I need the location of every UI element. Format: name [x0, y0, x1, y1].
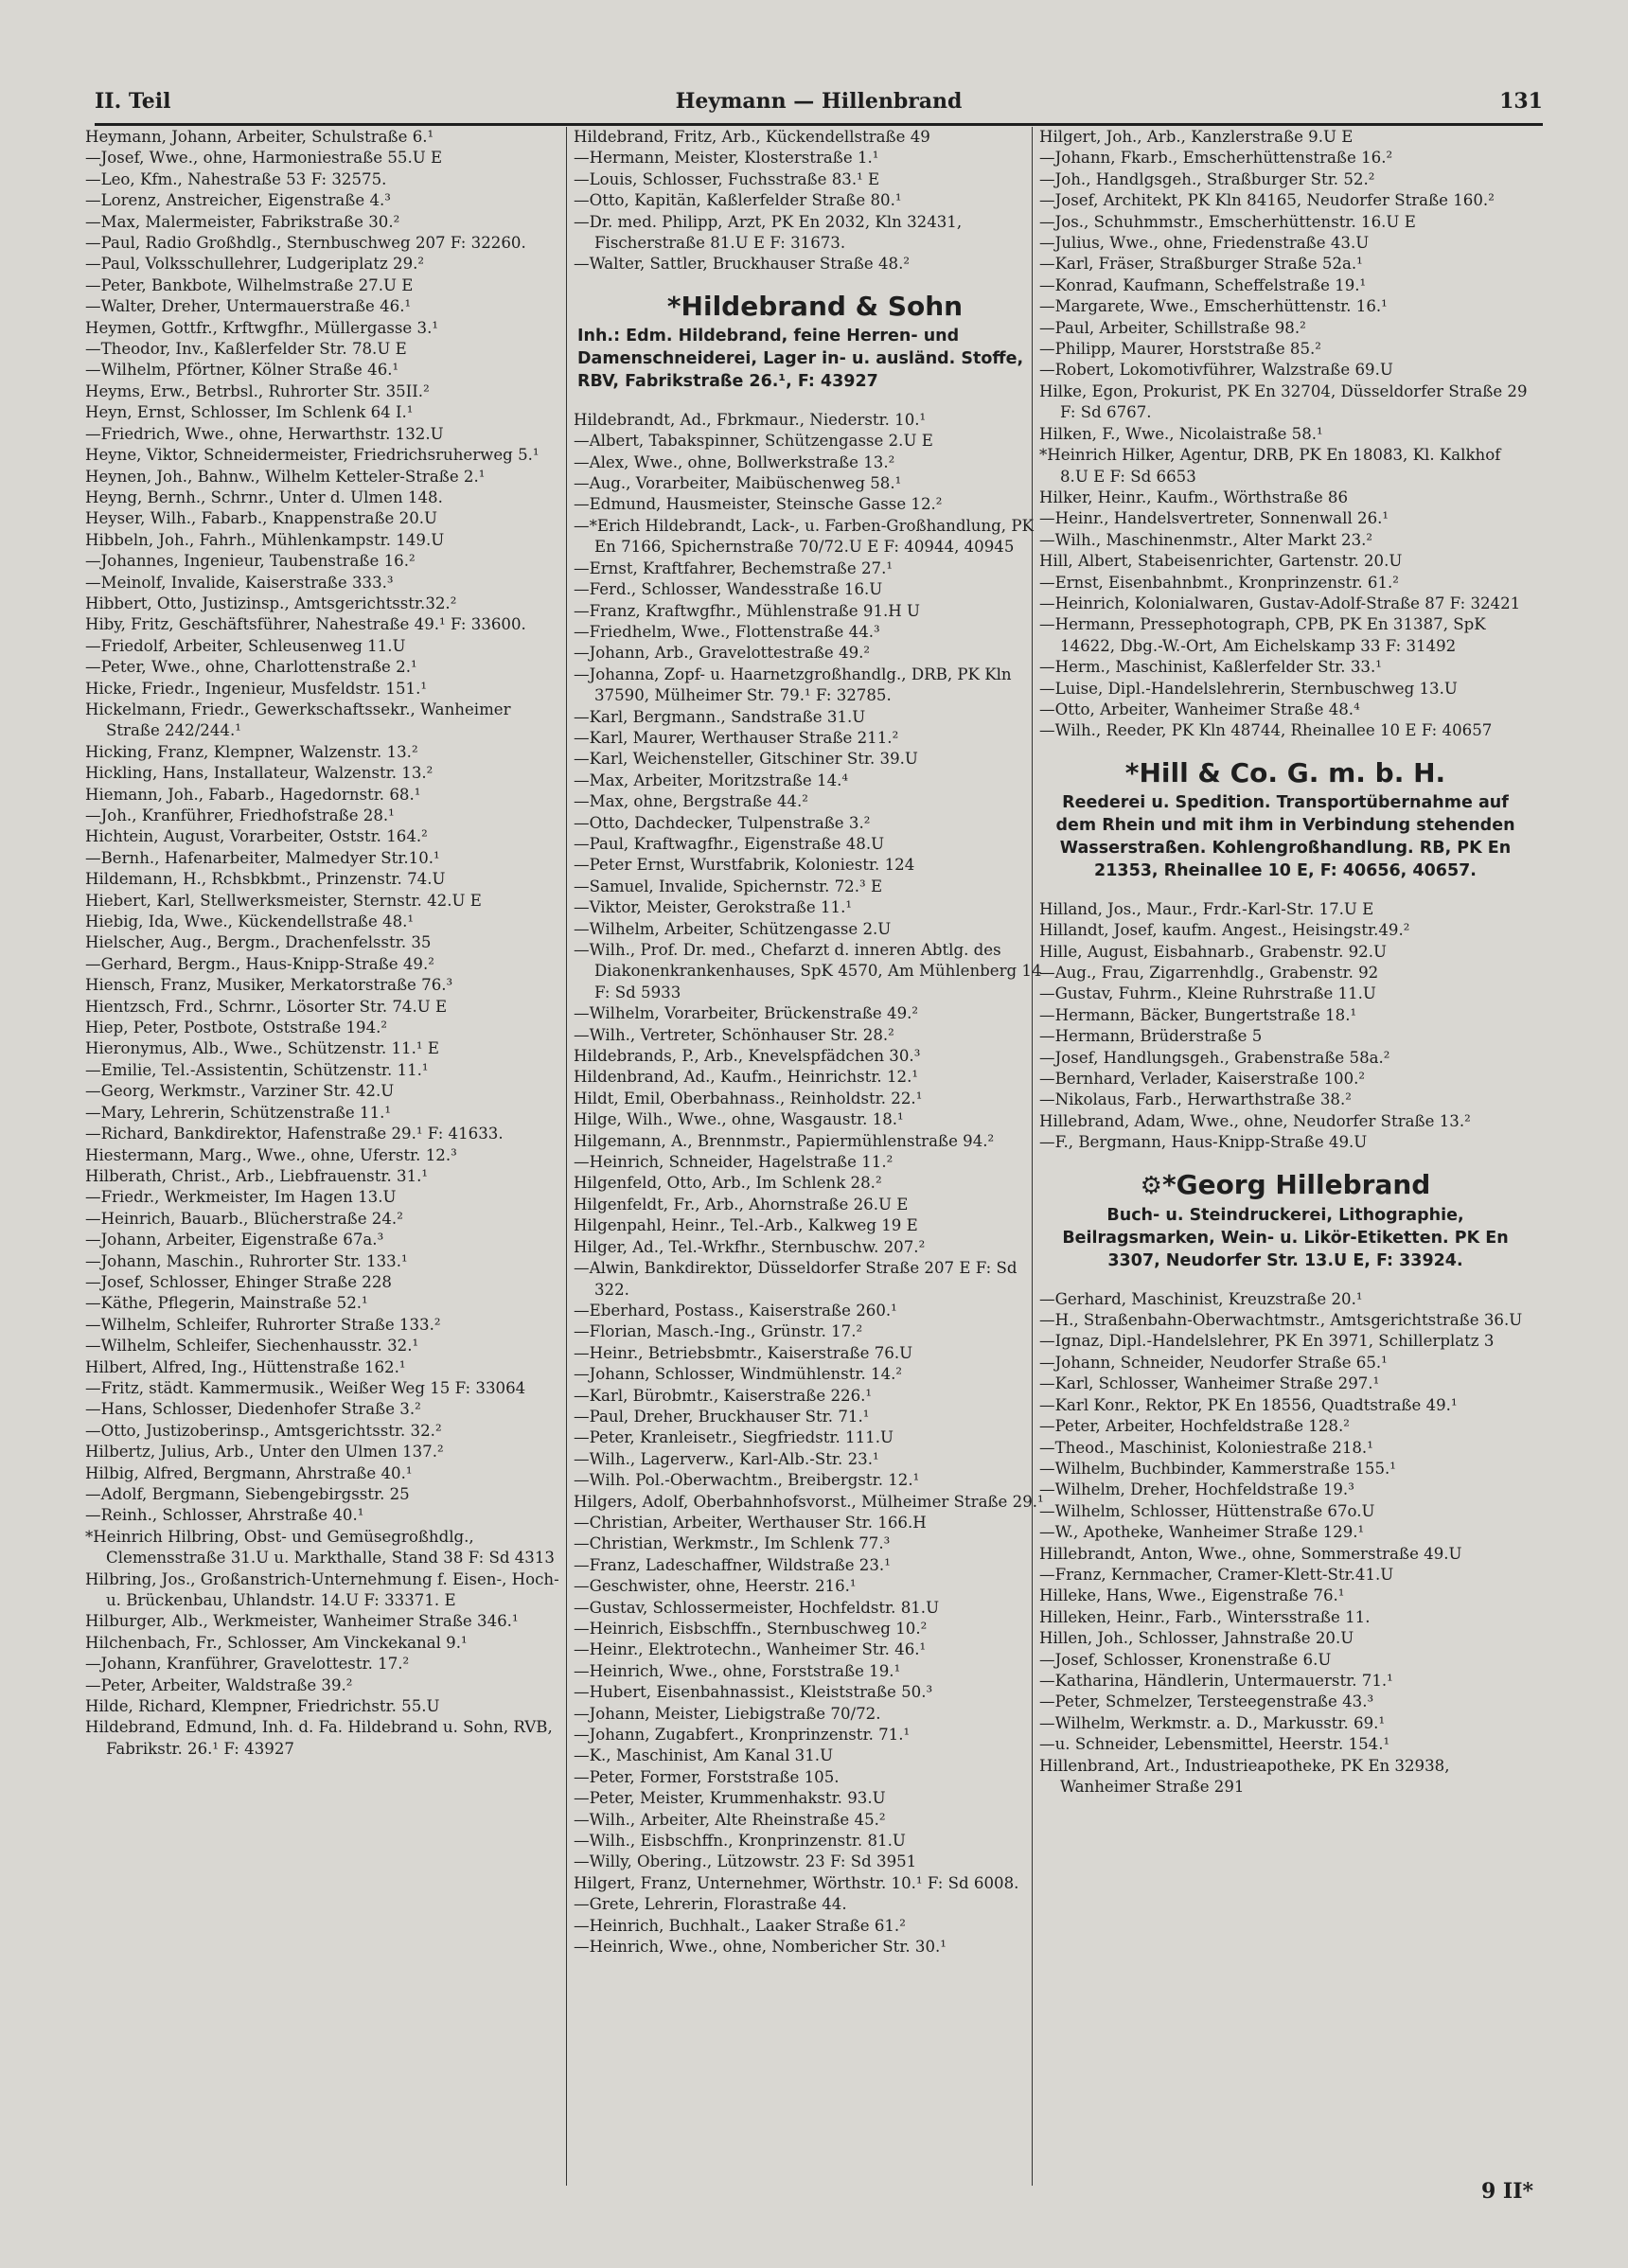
directory-entry: Hibbert, Otto, Justizinsp., Amtsgerichtsstr.32.² [85, 594, 457, 612]
directory-entry: —Otto, Arbeiter, Wanheimer Straße 48.⁴ [1039, 700, 1360, 718]
directory-entry: —Aug., Vorarbeiter, Maibüschenweg 58.¹ [574, 474, 902, 493]
directory-entry: —Wilhelm, Werkmstr. a. D., Markusstr. 69.¹ [1039, 1713, 1386, 1732]
directory-entry: —Johann, Zugabfert., Kronprinzenstr. 71.¹ [574, 1726, 911, 1745]
directory-entry: —Heinrich, Buchhalt., Laaker Straße 61.² [574, 1916, 906, 1935]
directory-entry: Hilbert, Alfred, Ing., Hüttenstraße 162.¹ [85, 1357, 406, 1376]
gear-icon: ⚙ [1140, 1171, 1162, 1200]
directory-entry: —Friedrich, Wwe., ohne, Herwarthstr. 132.U [85, 424, 444, 443]
directory-entry: —K., Maschinist, Am Kanal 31.U [574, 1746, 834, 1765]
directory-entry: —Josef, Architekt, PK Kln 84165, Neudorfer Straße 160.² [1039, 191, 1495, 210]
directory-entry: —Wilhelm, Dreher, Hochfeldstraße 19.³ [1039, 1480, 1354, 1499]
directory-entry: *Heinrich Hilbring, Obst- und Gemüsegroßhdlg., Clemensstraße 31.U u. Markthalle, Stand 38 F: Sd 4313 [85, 1527, 555, 1568]
directory-entry: —Johann, Schlosser, Windmühlenstr. 14.² [574, 1365, 903, 1384]
directory-entry: —Johanna, Zopf- u. Haarnetzgroßhandlg., DRB, PK Kln 37590, Mülheimer Str. 79.¹ F: 32785. [574, 664, 1012, 705]
directory-entry: —Leo, Kfm., Nahestraße 53 F: 32575. [85, 169, 387, 188]
directory-entry: —Karl Konr., Rektor, PK En 18556, Quadtstraße 49.¹ [1039, 1395, 1458, 1414]
directory-entry: —Konrad, Kaufmann, Scheffelstraße 19.¹ [1039, 275, 1367, 294]
directory-entry: Hildebrandt, Ad., Fbrkmaur., Niederstr. 10.¹ [574, 410, 927, 429]
directory-entry: Hilleke, Hans, Wwe., Eigenstraße 76.¹ [1039, 1586, 1345, 1605]
ad-title [1043, 1167, 1528, 1204]
directory-entry: Hilchenbach, Fr., Schlosser, Am Vinckekanal 9.¹ [85, 1633, 468, 1652]
directory-entry: —Fritz, städt. Kammermusik., Weißer Weg 15 F: 33064 [85, 1378, 526, 1397]
directory-entry: —Hubert, Eisenbahnassist., Kleiststraße 50.³ [574, 1683, 933, 1702]
directory-entry: —Peter, Bankbote, Wilhelmstraße 27.U E [85, 275, 414, 294]
directory-entry: —Max, Arbeiter, Moritzstraße 14.⁴ [574, 771, 849, 789]
directory-entry: —Julius, Wwe., ohne, Friedenstraße 43.U [1039, 234, 1370, 253]
directory-entry: —Paul, Radio Großhdlg., Sternbuschweg 207 F: 32260. [85, 234, 526, 253]
directory-entry: —Wilhelm, Schleifer, Siechenhausstr. 32.¹ [85, 1337, 419, 1355]
directory-entry: Hill, Albert, Stabeisenrichter, Gartenstr. 20.U [1039, 552, 1403, 571]
entries-col3-c [1039, 1289, 1531, 1798]
directory-entry: Heymann, Johann, Arbeiter, Schulstraße 6.¹ [85, 128, 434, 146]
directory-entry: —Johann, Fkarb., Emscherhüttenstraße 16.² [1039, 149, 1393, 168]
directory-entry: —Paul, Arbeiter, Schillstraße 98.² [1039, 318, 1306, 337]
directory-entry: —Peter, Schmelzer, Tersteegenstraße 43.³ [1039, 1692, 1374, 1711]
directory-entry: —Herm., Maschinist, Kaßlerfelder Str. 33.¹ [1039, 658, 1382, 677]
directory-entry: Hilgenpahl, Heinr., Tel.-Arb., Kalkweg 19 E [574, 1216, 918, 1235]
directory-entry: Heyn, Ernst, Schlosser, Im Schlenk 64 I.¹ [85, 403, 414, 422]
directory-entry: Hickling, Hans, Installateur, Walzenstr. 13.² [85, 764, 434, 783]
directory-entry: —Luise, Dipl.-Handelslehrerin, Sternbuschweg 13.U [1039, 679, 1458, 698]
directory-entry: —Ignaz, Dipl.-Handelslehrer, PK En 3971, Schillerplatz 3 [1039, 1332, 1495, 1351]
directory-entry: —Florian, Masch.-Ing., Grünstr. 17.² [574, 1322, 863, 1341]
directory-entry: Hillebrand, Adam, Wwe., ohne, Neudorfer Straße 13.² [1039, 1111, 1471, 1130]
directory-entry: —Paul, Kraftwagfhr., Eigenstraße 48.U [574, 834, 885, 853]
directory-entry: —Johann, Meister, Liebigstraße 70/72. [574, 1704, 881, 1723]
directory-entry: —Robert, Lokomotivführer, Walzstraße 69.U [1039, 361, 1393, 380]
directory-entry: —Gerhard, Bergm., Haus-Knipp-Straße 49.² [85, 954, 434, 973]
directory-entry: —Karl, Bürobmtr., Kaiserstraße 226.¹ [574, 1386, 873, 1405]
directory-entry: —Peter, Kranleisetr., Siegfriedstr. 111.U [574, 1428, 894, 1447]
directory-entry: —Peter, Arbeiter, Hochfeldstraße 128.² [1039, 1417, 1350, 1436]
directory-entry: —Wilh., Eisbschffn., Kronprinzenstr. 81.U [574, 1832, 906, 1851]
directory-entry: —Grete, Lehrerin, Florastraße 44. [574, 1895, 847, 1914]
directory-entry: —Christian, Arbeiter, Werthauser Str. 166.H [574, 1513, 927, 1532]
directory-entry: —Wilh. Pol.-Oberwachtm., Breibergstr. 12.¹ [574, 1471, 920, 1490]
entries-col1-a [85, 127, 568, 1760]
directory-entry: Hieronymus, Alb., Wwe., Schützenstr. 11.¹ E [85, 1039, 439, 1058]
directory-entry: —Wilh., Prof. Dr. med., Chefarzt d. inneren Abtlg. des Diakonenkrankenhauses, SpK 4570, Am Mühlenberg 14 F: Sd 5933 [574, 941, 1042, 1001]
directory-entry: —Karl, Schlosser, Wanheimer Straße 297.¹ [1039, 1374, 1380, 1393]
directory-entry: Hillenbrand, Art., Industrieapotheke, PK En 32938, Wanheimer Straße 291 [1039, 1756, 1450, 1796]
directory-entry: —Heinrich, Eisbschffn., Sternbuschweg 10.² [574, 1620, 928, 1638]
directory-entry: —Albert, Tabakspinner, Schützengasse 2.U E [574, 432, 933, 451]
directory-entry: —Heinr., Elektrotechn., Wanheimer Str. 46.¹ [574, 1640, 927, 1659]
directory-entry: —Heinr., Handelsvertreter, Sonnenwall 26.¹ [1039, 509, 1389, 528]
directory-entry: —Adolf, Bergmann, Siebengebirgsstr. 25 [85, 1485, 410, 1503]
section-label: II. Teil [95, 89, 171, 114]
directory-entry: —Wilh., Maschinenmstr., Alter Markt 23.² [1039, 530, 1373, 549]
directory-entry: —Karl, Bergmann., Sandstraße 31.U [574, 707, 866, 726]
directory-entry: Hientzsch, Frd., Schrnr., Lösorter Str. 74.U E [85, 997, 448, 1016]
directory-entry: —Alex, Wwe., ohne, Bollwerkstraße 13.² [574, 452, 895, 471]
directory-entry: —Heinrich, Schneider, Hagelstraße 11.² [574, 1153, 894, 1172]
directory-entry: Hilke, Egon, Prokurist, PK En 32704, Düsseldorfer Straße 29 F: Sd 6767. [1039, 381, 1528, 422]
directory-entry: —Franz, Kernmacher, Cramer-Klett-Str.41.U [1039, 1565, 1394, 1584]
directory-entry: —Mary, Lehrerin, Schützenstraße 11.¹ [85, 1103, 392, 1122]
directory-entry: —Josef, Wwe., ohne, Harmoniestraße 55.U E [85, 149, 443, 168]
directory-entry: —Theodor, Inv., Kaßlerfelder Str. 78.U E [85, 340, 407, 359]
directory-entry: —Heinrich, Bauarb., Blücherstraße 24.² [85, 1209, 403, 1228]
directory-entry: —Johann, Arb., Gravelottestraße 49.² [574, 644, 871, 663]
column-3 [1039, 127, 1531, 1798]
directory-entry: Hille, August, Eisbahnarb., Grabenstr. 92.U [1039, 942, 1387, 961]
directory-entry: —Aug., Frau, Zigarrenhdlg., Grabenstr. 92 [1039, 964, 1379, 982]
directory-entry: Hilleken, Heinr., Farb., Wintersstraße 11. [1039, 1607, 1371, 1626]
directory-entry: —Wilhelm, Arbeiter, Schützengasse 2.U [574, 919, 892, 938]
running-header [95, 81, 1543, 126]
directory-entry: —Geschwister, ohne, Heerstr. 216.¹ [574, 1577, 857, 1596]
directory-entry: Hibbeln, Joh., Fahrh., Mühlenkampstr. 149.U [85, 530, 445, 549]
directory-entry: —Max, Malermeister, Fabrikstraße 30.² [85, 212, 400, 231]
directory-entry: —W., Apotheke, Wanheimer Straße 129.¹ [1039, 1523, 1365, 1542]
directory-entry: —Walter, Dreher, Untermauerstraße 46.¹ [85, 297, 412, 316]
directory-entry: —Ernst, Eisenbahnbmt., Kronprinzenstr. 61.² [1039, 573, 1399, 592]
directory-entry: —Wilhelm, Buchbinder, Kammerstraße 155.¹ [1039, 1459, 1396, 1478]
directory-entry: —u. Schneider, Lebensmittel, Heerstr. 154.¹ [1039, 1735, 1390, 1754]
directory-entry: —H., Straßenbahn-Oberwachtmstr., Amtsgerichtstraße 36.U [1039, 1311, 1523, 1330]
ad-hill-co [1043, 755, 1528, 882]
directory-entry: —Ernst, Kraftfahrer, Bechemstraße 27.¹ [574, 558, 894, 577]
directory-entry: —Samuel, Invalide, Spichernstr. 72.³ E [574, 877, 883, 895]
directory-entry: —Wilhelm, Vorarbeiter, Brückenstraße 49.² [574, 1004, 919, 1023]
directory-entry: —Georg, Werkmstr., Varziner Str. 42.U [85, 1082, 395, 1101]
ad-text: Inh.: Edm. Hildebrand, feine Herren- und Damenschneiderei, Lager in- u. ausländ. Stoffe, RBV, Fabrikstraße 26.¹, F: 43927 [577, 326, 1024, 391]
directory-entry: Hildt, Emil, Oberbahnass., Reinholdstr. 22.¹ [574, 1089, 923, 1107]
directory-entry: —*Erich Hildebrandt, Lack-, u. Farben-Großhandlung, PK En 7166, Spichernstraße 70/72.U E F: 40944, 40945 [574, 516, 1034, 557]
directory-entry: —Lorenz, Anstreicher, Eigenstraße 4.³ [85, 191, 391, 210]
directory-entry: —Johann, Kranführer, Gravelottestr. 17.² [85, 1655, 410, 1674]
directory-entry: —Eberhard, Postass., Kaiserstraße 260.¹ [574, 1301, 897, 1320]
directory-entry: Hickelmann, Friedr., Gewerkschaftssekr., Wanheimer Straße 242/244.¹ [85, 700, 511, 740]
directory-entry: —Richard, Bankdirektor, Hafenstraße 29.¹ F: 41633. [85, 1125, 504, 1143]
directory-entry: —Bernh., Hafenarbeiter, Malmedyer Str.10.¹ [85, 848, 440, 867]
directory-entry: —Margarete, Wwe., Emscherhüttenstr. 16.¹ [1039, 297, 1388, 316]
directory-entry: —Wilh., Lagerverw., Karl-Alb.-Str. 23.¹ [574, 1449, 879, 1468]
directory-entry: —Johann, Maschin., Ruhrorter Str. 133.¹ [85, 1251, 408, 1270]
ad-title-text: *Georg Hillebrand [1161, 1168, 1431, 1200]
directory-entry: Hicke, Friedr., Ingenieur, Musfeldstr. 151.¹ [85, 679, 427, 698]
signature-mark: 9 II* [1480, 2179, 1533, 2204]
directory-entry: —Heinrich, Kolonialwaren, Gustav-Adolf-Straße 87 F: 32421 [1039, 594, 1521, 612]
directory-entry: —Viktor, Meister, Gerokstraße 11.¹ [574, 898, 853, 917]
directory-entry: —Heinr., Betriebsbmtr., Kaiserstraße 76.U [574, 1343, 913, 1362]
directory-entry: —Ferd., Schlosser, Wandesstraße 16.U [574, 580, 883, 599]
directory-entry: Hildebrands, P., Arb., Knevelspfädchen 30.³ [574, 1047, 921, 1066]
directory-entry: —Johannes, Ingenieur, Taubenstraße 16.² [85, 552, 416, 571]
directory-entry: —Philipp, Maurer, Horststraße 85.² [1039, 340, 1321, 359]
directory-entry: —Käthe, Pflegerin, Mainstraße 52.¹ [85, 1294, 368, 1313]
directory-entry: —Josef, Handlungsgeh., Grabenstraße 58a.² [1039, 1048, 1390, 1067]
directory-entry: Heyng, Bernh., Schrnr., Unter d. Ulmen 148. [85, 487, 443, 506]
directory-entry: —Gustav, Schlossermeister, Hochfeldstr. 81.U [574, 1598, 940, 1617]
directory-entry: —Alwin, Bankdirektor, Düsseldorfer Straße 207 E F: Sd 322. [574, 1259, 1018, 1299]
directory-entry: Hildenbrand, Ad., Kaufm., Heinrichstr. 12.¹ [574, 1068, 919, 1087]
directory-entry: —Bernhard, Verlader, Kaiserstraße 100.² [1039, 1070, 1366, 1089]
directory-entry: —Walter, Sattler, Bruckhauser Straße 48.² [574, 255, 910, 274]
directory-entry: *Heinrich Hilker, Agentur, DRB, PK En 18083, Kl. Kalkhof 8.U E F: Sd 6653 [1039, 446, 1501, 486]
directory-entry: —Paul, Volksschullehrer, Ludgeriplatz 29.² [85, 255, 425, 274]
directory-entry: —Wilhelm, Schleifer, Ruhrorter Straße 133.² [85, 1315, 441, 1334]
entries-col3-b [1039, 899, 1531, 1154]
directory-entry: —Reinh., Schlosser, Ahrstraße 40.¹ [85, 1506, 364, 1525]
directory-entry: —Paul, Dreher, Bruckhauser Str. 71.¹ [574, 1407, 870, 1426]
directory-entry: Hilland, Jos., Maur., Frdr.-Karl-Str. 17.U E [1039, 899, 1374, 918]
directory-entry: —Jos., Schuhmmstr., Emscherhüttenstr. 16.U E [1039, 212, 1416, 231]
directory-entry: Hildemann, H., Rchsbkbmt., Prinzenstr. 74.U [85, 870, 446, 889]
directory-entry: —Wilhelm, Pförtner, Kölner Straße 46.¹ [85, 361, 399, 380]
directory-entry: —Wilh., Reeder, PK Kln 48744, Rheinallee 10 E F: 40657 [1039, 721, 1493, 740]
directory-entry: Hildebrand, Edmund, Inh. d. Fa. Hildebrand u. Sohn, RVB, Fabrikstr. 26.¹ F: 43927 [85, 1718, 553, 1758]
directory-entry: Hilgenfeldt, Fr., Arb., Ahornstraße 26.U E [574, 1195, 909, 1214]
directory-entry: —Hermann, Meister, Klosterstraße 1.¹ [574, 149, 879, 168]
page-title: Heymann — Hillenbrand [675, 89, 963, 114]
directory-entry: —Joh., Kranführer, Friedhofstraße 28.¹ [85, 806, 395, 824]
directory-entry: —Karl, Maurer, Werthauser Straße 211.² [574, 728, 899, 747]
directory-entry: Hilker, Heinr., Kaufm., Wörthstraße 86 [1039, 487, 1349, 506]
directory-entry: Heymen, Gottfr., Krftwgfhr., Müllergasse 3.¹ [85, 318, 439, 337]
directory-entry: Heyms, Erw., Betrbsl., Ruhrorter Str. 35II.² [85, 381, 430, 400]
directory-entry: —Peter, Arbeiter, Waldstraße 39.² [85, 1675, 353, 1694]
directory-entry: —Josef, Schlosser, Ehinger Straße 228 [85, 1272, 392, 1291]
directory-entry: Hiestermann, Marg., Wwe., ohne, Uferstr. 12.³ [85, 1145, 457, 1164]
directory-entry: —Otto, Kapitän, Kaßlerfelder Straße 80.¹ [574, 191, 902, 210]
directory-entry: —Wilhelm, Schlosser, Hüttenstraße 67o.U [1039, 1501, 1375, 1520]
directory-entry: —Friedolf, Arbeiter, Schleusenweg 11.U [85, 636, 406, 655]
ad-georg-hillebrand [1043, 1167, 1528, 1272]
ad-title: *Hildebrand & Sohn [666, 290, 964, 322]
directory-entry: —Hans, Schlosser, Diedenhofer Straße 3.² [85, 1400, 421, 1419]
directory-entry: —Hermann, Brüderstraße 5 [1039, 1027, 1263, 1046]
directory-entry: Hilgenfeld, Otto, Arb., Im Schlenk 28.² [574, 1174, 882, 1193]
directory-entry: —Edmund, Hausmeister, Steinsche Gasse 12.² [574, 495, 943, 514]
directory-entry: Hilgers, Adolf, Oberbahnhofsvorst., Mülheimer Straße 29.¹ [574, 1492, 1044, 1511]
directory-entry: Hielscher, Aug., Bergm., Drachenfelsstr. 35 [85, 933, 432, 952]
directory-entry: —Dr. med. Philipp, Arzt, PK En 2032, Kln 32431, Fischerstraße 81.U E F: 31673. [574, 212, 963, 253]
directory-entry: Hiep, Peter, Postbote, Oststraße 194.² [85, 1019, 388, 1037]
directory-entry: —Friedhelm, Wwe., Flottenstraße 44.³ [574, 622, 880, 641]
directory-entry: —Peter Ernst, Wurstfabrik, Koloniestr. 124 [574, 856, 915, 875]
ad-text: Buch- u. Steindruckerei, Lithographie, Beilragsmarken, Wein- u. Likör-Etiketten. PK En 3307, Neudorfer Str. 13.U E, F: 33924. [1062, 1205, 1509, 1270]
directory-entry: —Katharina, Händlerin, Untermauerstr. 71.¹ [1039, 1671, 1393, 1690]
column-2 [574, 127, 1056, 1958]
directory-entry: —Karl, Weichensteller, Gitschiner Str. 39.U [574, 750, 918, 769]
directory-entry: Hilde, Richard, Klempner, Friedrichstr. 55.U [85, 1697, 440, 1716]
directory-entry: Hillen, Joh., Schlosser, Jahnstraße 20.U [1039, 1629, 1354, 1648]
directory-entry: Hilbring, Jos., Großanstrich-Unternehmung f. Eisen-, Hoch- u. Brückenbau, Uhlandstr. 14.U F: 33371. E [85, 1569, 559, 1610]
directory-entry: —Otto, Justizoberinsp., Amtsgerichtsstr. 32.² [85, 1421, 442, 1440]
directory-entry: —Franz, Ladeschaffner, Wildstraße 23.¹ [574, 1555, 891, 1574]
directory-entry: —F., Bergmann, Haus-Knipp-Straße 49.U [1039, 1133, 1368, 1152]
directory-entry: —Gerhard, Maschinist, Kreuzstraße 20.¹ [1039, 1289, 1363, 1308]
directory-entry: Hildebrand, Fritz, Arb., Kückendellstraße 49 [574, 128, 930, 146]
directory-entry: Hilburger, Alb., Werkmeister, Wanheimer Straße 346.¹ [85, 1612, 519, 1631]
directory-entry: —Emilie, Tel.-Assistentin, Schützenstr. 11.¹ [85, 1060, 429, 1079]
directory-entry: Hilbertz, Julius, Arb., Unter den Ulmen 137.² [85, 1443, 444, 1462]
directory-entry: Hicking, Franz, Klempner, Walzenstr. 13.² [85, 742, 418, 761]
directory-entry: —Johann, Schneider, Neudorfer Straße 65.¹ [1039, 1353, 1388, 1372]
directory-entry: —Peter, Former, Forststraße 105. [574, 1767, 840, 1786]
directory-entry: Hiebig, Ida, Wwe., Kückendellstraße 48.¹ [85, 913, 415, 931]
directory-entry: —Johann, Arbeiter, Eigenstraße 67a.³ [85, 1231, 384, 1249]
directory-entry: —Louis, Schlosser, Fuchsstraße 83.¹ E [574, 169, 880, 188]
ad-text: Reederei u. Spedition. Transportübernahme auf dem Rhein und mit ihm in Verbindung stehenden Wasserstraßen. Kohlengroßhandlung. RB, PK En 21353, Rheinallee 10 E, F: 40656, 40657. [1055, 792, 1515, 880]
directory-entry: —Friedr., Werkmeister, Im Hagen 13.U [85, 1188, 397, 1207]
directory-entry: —Peter, Wwe., ohne, Charlottenstraße 2.¹ [85, 658, 417, 677]
directory-entry: —Otto, Dachdecker, Tulpenstraße 3.² [574, 813, 871, 832]
directory-entry: Heyser, Wilh., Fabarb., Knappenstraße 20.U [85, 509, 438, 528]
directory-entry: Hilberath, Christ., Arb., Liebfrauenstr. 31.¹ [85, 1166, 429, 1185]
directory-entry: —Wilh., Arbeiter, Alte Rheinstraße 45.² [574, 1810, 886, 1829]
directory-entry: —Theod., Maschinist, Koloniestraße 218.¹ [1039, 1438, 1373, 1457]
directory-entry: Heyne, Viktor, Schneidermeister, Friedrichsruherweg 5.¹ [85, 446, 540, 465]
directory-entry: Hilgemann, A., Brennmstr., Papiermühlenstraße 94.² [574, 1131, 995, 1150]
entries-col3-a [1039, 127, 1531, 742]
directory-entry: —Wilh., Vertreter, Schönhauser Str. 28.² [574, 1025, 894, 1044]
directory-entry: Hilgert, Joh., Arb., Kanzlerstraße 9.U E [1039, 128, 1354, 146]
directory-entry: Hilge, Wilh., Wwe., ohne, Wasgaustr. 18.¹ [574, 1110, 904, 1129]
directory-entry: —Heinrich, Wwe., ohne, Nombericher Str. 30.¹ [574, 1938, 947, 1957]
column-1 [85, 127, 568, 1760]
directory-entry: Hilken, F., Wwe., Nicolaistraße 58.¹ [1039, 424, 1323, 443]
entries-col2-a [574, 127, 1056, 275]
directory-entry: Heynen, Joh., Bahnw., Wilhelm Ketteler-Straße 2.¹ [85, 467, 486, 486]
directory-entry: —Heinrich, Wwe., ohne, Forststraße 19.¹ [574, 1661, 901, 1680]
directory-entry: —Joh., Handlgsgeh., Straßburger Str. 52.² [1039, 169, 1375, 188]
directory-entry: Hichtein, August, Vorarbeiter, Oststr. 164.² [85, 827, 428, 846]
directory-entry: Hiby, Fritz, Geschäftsführer, Nahestraße 49.¹ F: 33600. [85, 615, 526, 634]
directory-entry: Hiemann, Joh., Fabarb., Hagedornstr. 68.¹ [85, 785, 421, 804]
directory-entry: —Josef, Schlosser, Kronenstraße 6.U [1039, 1650, 1332, 1669]
ad-title: *Hill & Co. G. m. b. H. [1124, 756, 1446, 788]
directory-entry: —Peter, Meister, Krummenhakstr. 93.U [574, 1789, 886, 1808]
directory-entry: Hiebert, Karl, Stellwerksmeister, Sternstr. 42.U E [85, 891, 482, 910]
directory-entry: —Nikolaus, Farb., Herwarthstraße 38.² [1039, 1090, 1352, 1109]
directory-entry: —Gustav, Fuhrm., Kleine Ruhrstraße 11.U [1039, 984, 1376, 1003]
directory-entry: —Hermann, Bäcker, Bungertstraße 18.¹ [1039, 1005, 1357, 1024]
directory-entry: Hilger, Ad., Tel.-Wrkfhr., Sternbuschw. 207.² [574, 1237, 926, 1256]
directory-entry: Hilgert, Franz, Unternehmer, Wörthstr. 10.¹ F: Sd 6008. [574, 1873, 1019, 1892]
directory-entry: —Franz, Kraftwgfhr., Mühlenstraße 91.H U [574, 601, 921, 620]
entries-col2-b [574, 410, 1056, 1958]
directory-entry: Hiensch, Franz, Musiker, Merkatorstraße 76.³ [85, 976, 453, 995]
directory-entry: Hillandt, Josef, kaufm. Angest., Heisingstr.49.² [1039, 921, 1410, 940]
directory-entry: Hillebrandt, Anton, Wwe., ohne, Sommerstraße 49.U [1039, 1544, 1462, 1563]
directory-entry: Hilbig, Alfred, Bergmann, Ahrstraße 40.¹ [85, 1463, 413, 1482]
directory-entry: —Hermann, Pressephotograph, CPB, PK En 31387, SpK 14622, Dbg.-W.-Ort, Am Eichelskamp 33 F: 31492 [1039, 615, 1486, 655]
directory-entry: —Max, ohne, Bergstraße 44.² [574, 792, 808, 811]
page-number: 131 [1499, 89, 1543, 114]
directory-entry: —Meinolf, Invalide, Kaiserstraße 333.³ [85, 573, 394, 592]
directory-entry: —Karl, Fräser, Straßburger Straße 52a.¹ [1039, 255, 1363, 274]
ad-hildebrand-sohn [577, 289, 1053, 393]
directory-entry: —Christian, Werkmstr., Im Schlenk 77.³ [574, 1534, 891, 1553]
directory-entry: —Willy, Obering., Lützowstr. 23 F: Sd 3951 [574, 1852, 917, 1871]
